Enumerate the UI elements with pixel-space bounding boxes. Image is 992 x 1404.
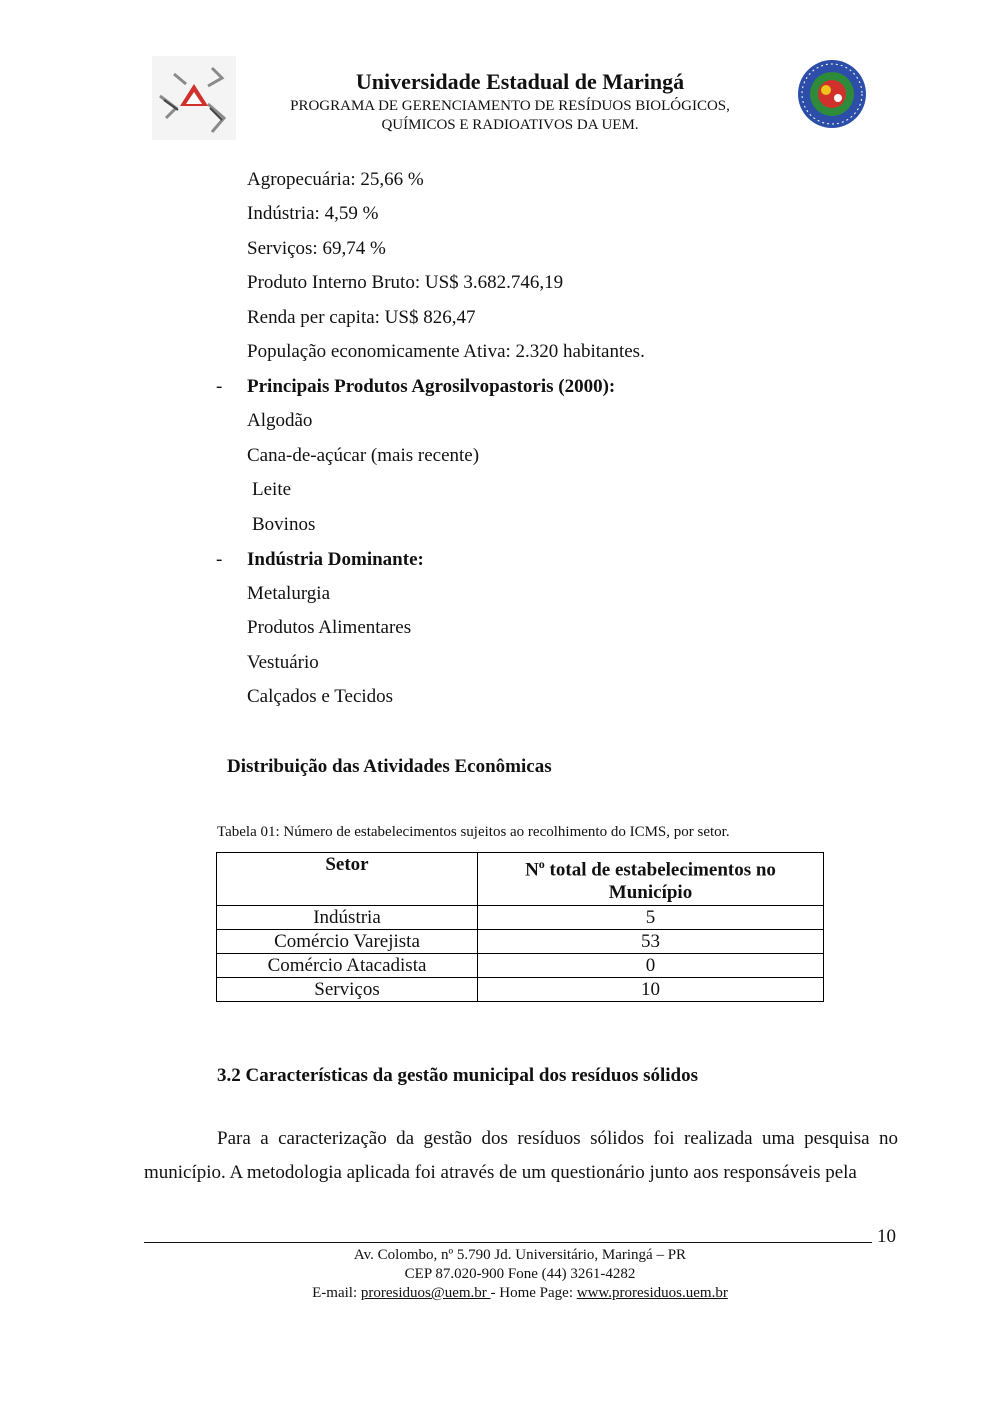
cell-total: 0 bbox=[478, 954, 824, 978]
uem-logo bbox=[152, 56, 236, 140]
list-dash: - bbox=[216, 376, 223, 397]
header-setor: Setor bbox=[217, 853, 478, 906]
footer-divider bbox=[144, 1242, 872, 1243]
cell-total: 53 bbox=[478, 930, 824, 954]
table-row bbox=[217, 978, 824, 1002]
section-heading: 3.2 Características da gestão municipal dos resíduos sólidos bbox=[217, 1065, 699, 1086]
economy-item: Serviços: 69,74 % bbox=[247, 238, 386, 259]
program-name-line1: PROGRAMA DE GERENCIAMENTO DE RESÍDUOS BIOLÓGICOS, bbox=[290, 98, 730, 114]
economy-item: População economicamente Ativa: 2.320 habitantes. bbox=[247, 341, 645, 362]
header-total-superscript: o bbox=[538, 857, 545, 871]
email-link[interactable]: proresiduos@uem.br bbox=[360, 1285, 491, 1301]
university-name: Universidade Estadual de Maringá bbox=[355, 69, 685, 94]
homepage-label: - Home Page: bbox=[490, 1285, 577, 1301]
cell-setor: Comércio Varejista bbox=[217, 930, 478, 954]
list-dash: - bbox=[216, 549, 223, 570]
product-item: Cana-de-açúcar (mais recente) bbox=[247, 445, 480, 466]
economy-item: Agropecuária: 25,66 % bbox=[247, 169, 424, 190]
economy-item: Renda per capita: US$ 826,47 bbox=[247, 307, 476, 328]
email-label: E-mail: bbox=[312, 1285, 361, 1301]
cell-setor: Serviços bbox=[217, 978, 478, 1002]
cell-total: 10 bbox=[478, 978, 824, 1002]
industry-item: Metalurgia bbox=[247, 583, 331, 604]
header-total-n: N bbox=[525, 859, 539, 881]
economy-item: Produto Interno Bruto: US$ 3.682.746,19 bbox=[247, 272, 564, 293]
body-paragraph: Para a caracterização da gestão dos resíduos sólidos foi realizada uma pesquisa no município. A metodologia aplicada foi através de um questionário junto aos responsáveis pela bbox=[144, 1128, 898, 1183]
distribution-title: Distribuição das Atividades Econômicas bbox=[227, 756, 552, 777]
header-total-text-line2: Município bbox=[608, 882, 693, 904]
table-header-row bbox=[217, 853, 824, 906]
industry-item: Produtos Alimentares bbox=[247, 617, 412, 638]
cell-total: 5 bbox=[478, 906, 824, 930]
page-number: 10 bbox=[877, 1226, 896, 1247]
table-row bbox=[217, 906, 824, 930]
product-item: Algodão bbox=[247, 410, 313, 431]
economy-item: Indústria: 4,59 % bbox=[247, 203, 379, 224]
footer-address: Av. Colombo, nº 5.790 Jd. Universitário, Maringá – PR bbox=[353, 1247, 687, 1263]
footer-contact bbox=[250, 1284, 790, 1303]
homepage-link[interactable]: www.proresiduos.uem.br bbox=[576, 1285, 728, 1301]
products-heading: Principais Produtos Agrosilvopastoris (2000): bbox=[247, 376, 616, 397]
industry-heading: Indústria Dominante: bbox=[247, 549, 424, 570]
footer-cep-phone: CEP 87.020-900 Fone (44) 3261-4282 bbox=[404, 1266, 636, 1282]
header-total-text: total de estabelecimentos no bbox=[544, 859, 776, 881]
table-row bbox=[217, 954, 824, 978]
industry-item: Calçados e Tecidos bbox=[247, 686, 394, 707]
table-row bbox=[217, 930, 824, 954]
header-total bbox=[478, 853, 824, 906]
cell-setor: Comércio Atacadista bbox=[217, 954, 478, 978]
industry-item: Vestuário bbox=[247, 652, 319, 673]
cell-setor: Indústria bbox=[217, 906, 478, 930]
product-item: Leite bbox=[252, 479, 292, 500]
establishments-table bbox=[216, 852, 824, 1002]
product-item: Bovinos bbox=[252, 514, 316, 535]
program-name-line2: QUÍMICOS E RADIOATIVOS DA UEM. bbox=[381, 117, 639, 133]
proresiduos-logo bbox=[796, 58, 868, 130]
table-caption: Tabela 01: Número de estabelecimentos sujeitos ao recolhimento do ICMS, por setor. bbox=[217, 824, 730, 840]
